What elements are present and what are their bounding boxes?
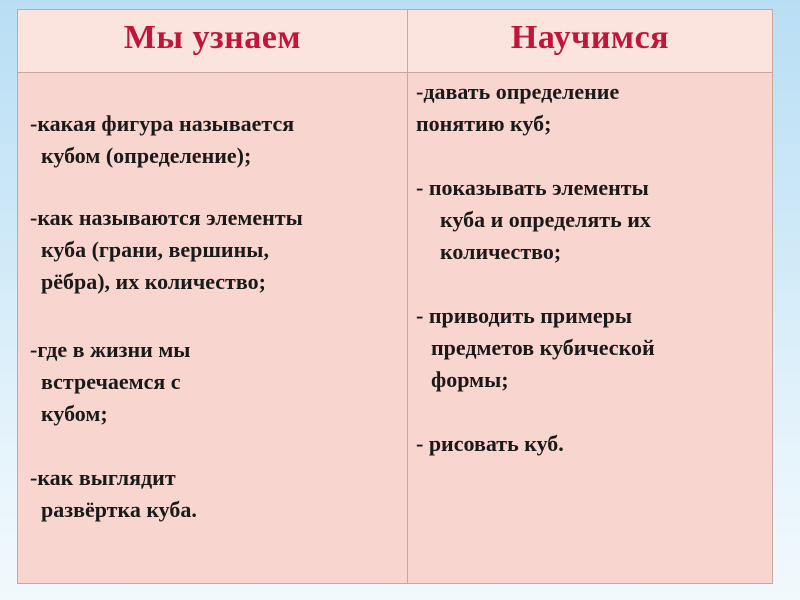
text-line: рёбра), их количество; [41,269,266,294]
text-line: - рисовать куб. [416,431,564,456]
text-line: - показывать элементы [416,175,649,200]
text-line: -какая фигура называется [30,111,295,136]
left-item-cube-in-life [30,334,190,430]
text-line: -как выглядит [30,465,176,490]
text-line: -где в жизни мы [30,337,191,362]
text-line: кубом; [41,401,108,426]
text-line: куба и определять их [440,207,651,232]
text-line: понятию куб; [416,111,552,136]
text-line: - приводить примеры [416,303,633,328]
text-line: количество; [440,239,562,264]
text-line: формы; [431,367,509,392]
text-line: -как называются элементы [30,205,303,230]
column-divider [407,10,408,583]
right-item-define-cube [416,76,619,140]
right-item-draw-cube [416,428,564,460]
left-item-cube-net [30,462,197,526]
right-item-give-examples [416,300,655,396]
table-header-row [18,10,772,73]
left-item-cube-definition [30,108,294,172]
text-line: кубом (определение); [41,143,252,168]
right-item-show-elements [416,172,651,268]
text-line: куба (грани, вершины, [41,237,269,262]
left-item-cube-elements [30,202,303,298]
text-line: -давать определение [416,79,620,104]
comparison-table [17,9,773,584]
text-line: встречаемся с [41,369,181,394]
text-line: предметов кубической [431,335,655,360]
header-we-will-master: Научимся [510,19,670,56]
header-we-will-learn: Мы узнаем [123,19,302,56]
text-line: развёртка куба. [41,497,197,522]
